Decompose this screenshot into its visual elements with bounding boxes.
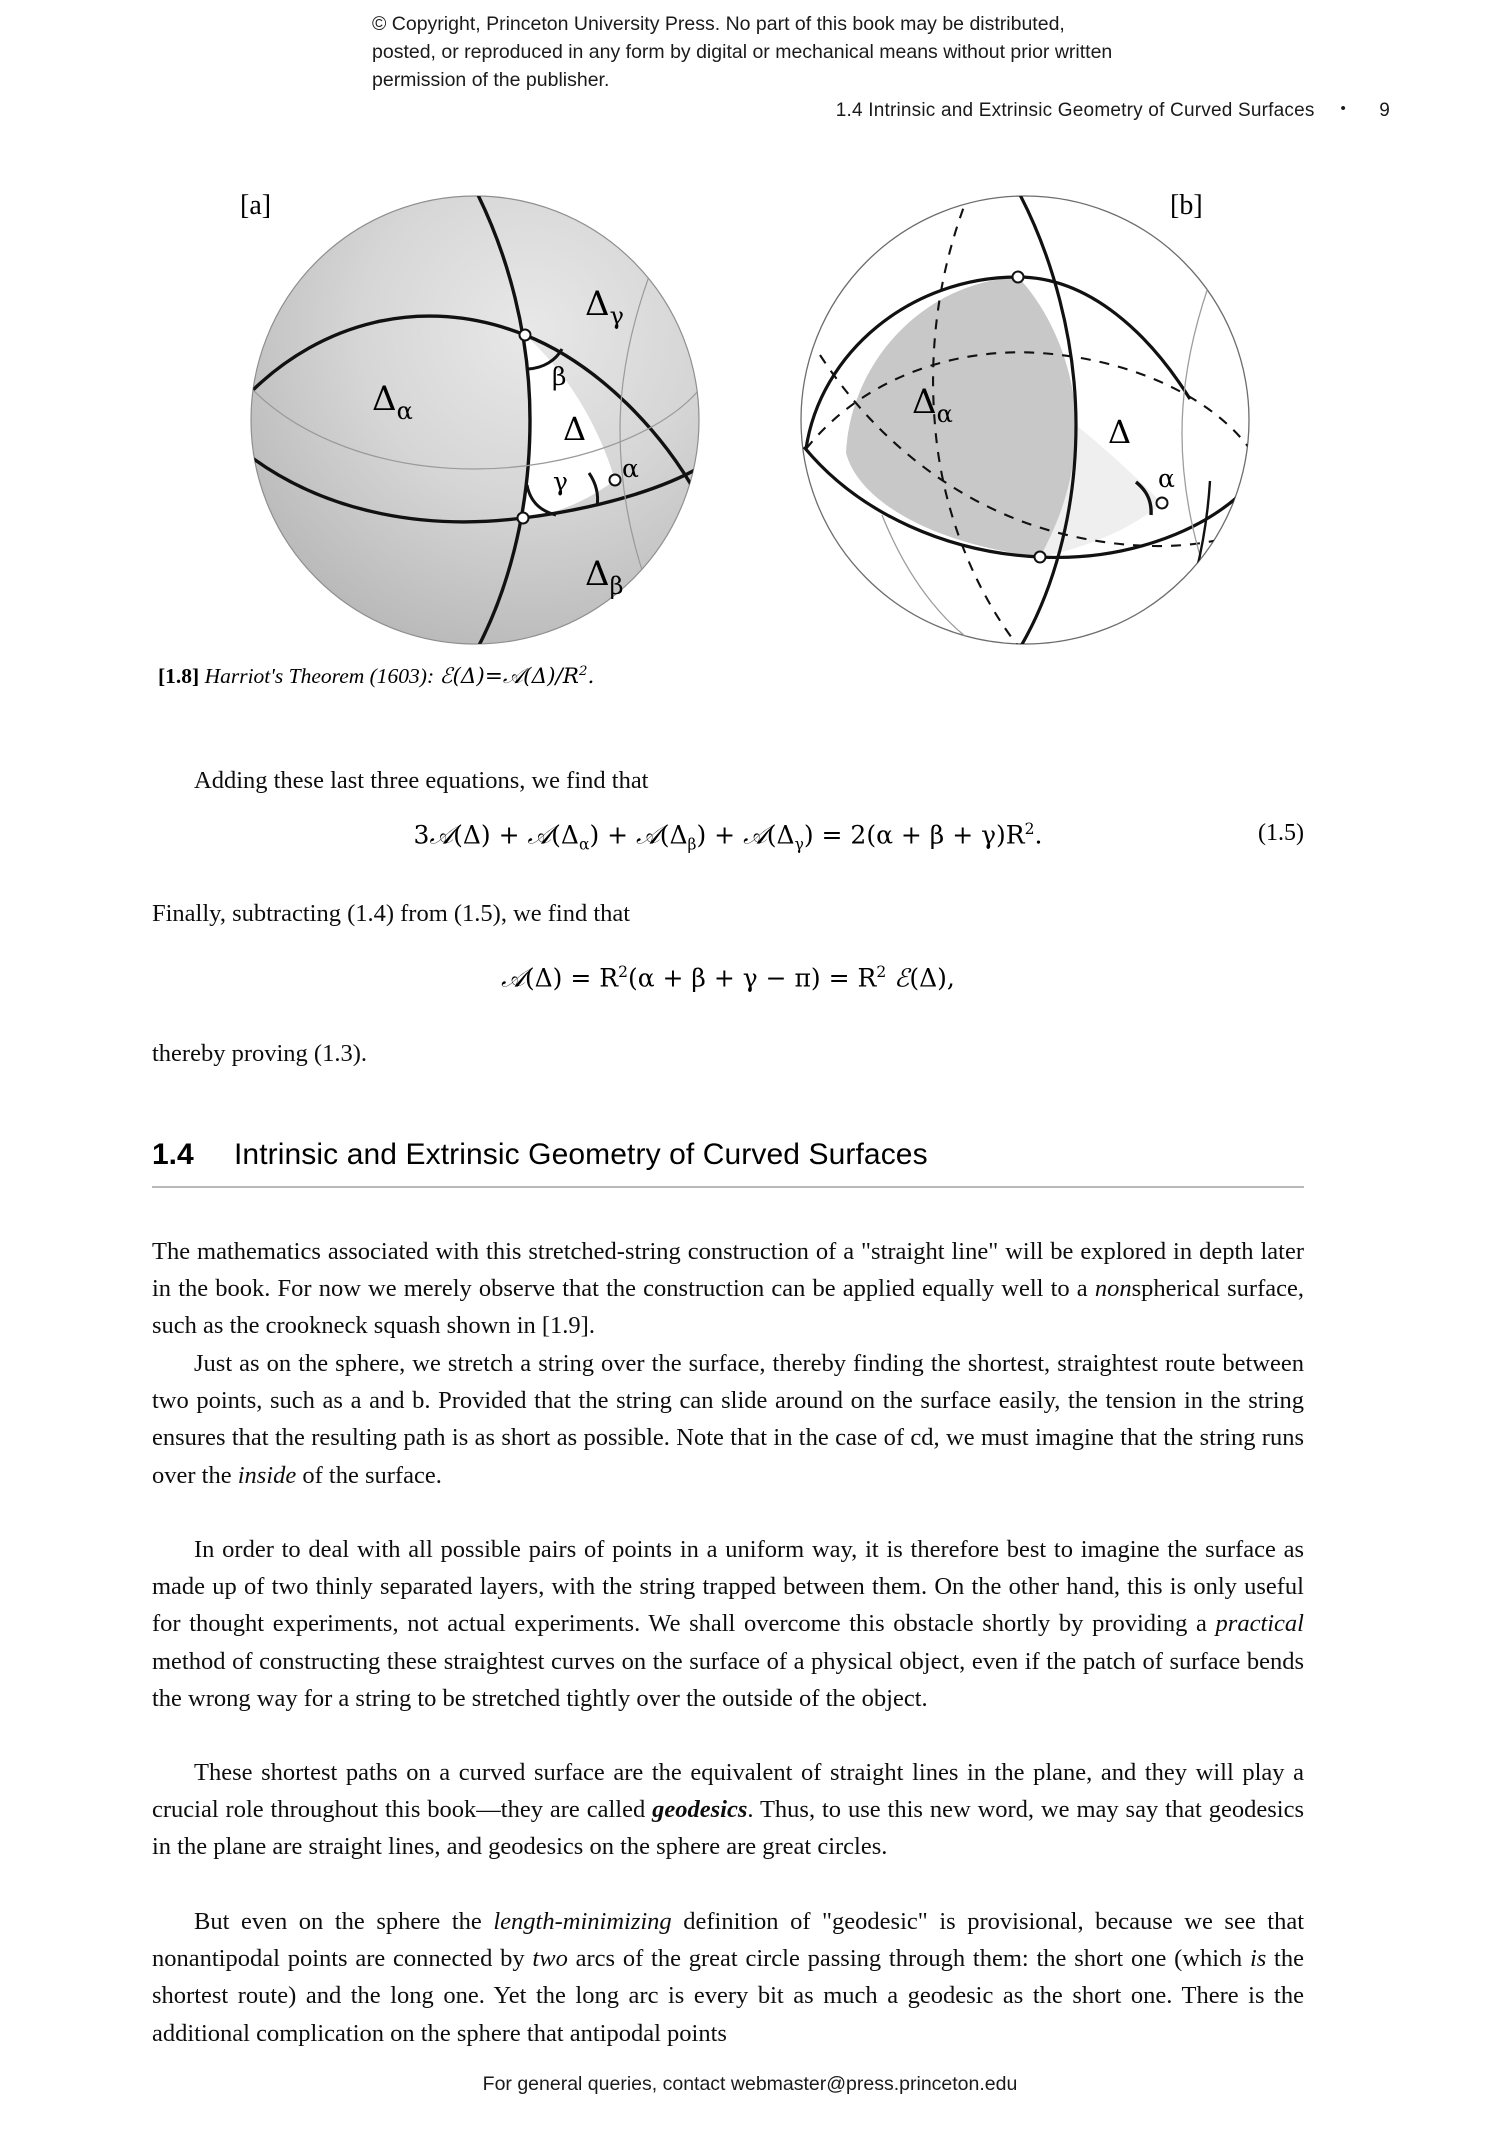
label-angle-alpha-a: α <box>622 454 639 483</box>
label-angle-gamma-a: γ <box>553 467 568 496</box>
figure-caption-formula: $ℰ(\Delta)=𝒜(\Delta)/R^2$. <box>439 664 595 690</box>
label-delta-beta-a: $\Delta_\beta$ <box>585 554 624 600</box>
caption-formula-numerator: 𝒜(Δ) <box>502 664 556 690</box>
caption-formula-period: . <box>587 664 595 690</box>
vertex-alpha-b <box>1157 498 1168 509</box>
vertex-alpha-a <box>610 475 621 486</box>
paragraph-2-part-1: Just as on the sphere, we stretch a string over the surface, thereby finding the shortest, straightest route between two points, such as a and b. Provided that the string can slide around on the surface easily, the tension in the string ensures that the resulting path is as short as possible. Note that in the case of cd, we must imagine that the string runs over the <box>152 1350 1304 1489</box>
caption-formula-eq: = <box>484 664 503 690</box>
running-head-title: 1.4 Intrinsic and Extrinsic Geometry of Curved Surfaces <box>835 100 1315 121</box>
section-divider <box>152 1186 1304 1188</box>
vertex-top-b <box>1013 272 1024 283</box>
paragraph-1-part-1: The mathematics associated with this stretched-string construction of a "straight line" will be explored in depth later in the book. For now we merely observe that the construction can be applied equally well to a <box>152 1238 1304 1303</box>
section-number: 1.4 <box>152 1138 194 1171</box>
figure-caption <box>158 658 594 691</box>
running-head <box>600 100 1390 122</box>
paragraph-4-part-1: These shortest paths on a curved surface are the equivalent of straight lines in the plane, and they will play a crucial role throughout this book—they are called <box>152 1759 1304 1824</box>
section-heading <box>152 1138 1304 1172</box>
figure-panel-b-label: [b] <box>1170 190 1203 221</box>
label-delta-alpha-b: $\Delta_\alpha$ <box>912 382 953 428</box>
figure-caption-text: Harriot's Theorem (1603): <box>204 664 435 689</box>
paragraph-2-italic: inside <box>237 1461 297 1489</box>
paragraph-3-part-2: method of constructing these straightest curves on the surface of a physical object, even if the patch of surface bends the wrong way for a string to be stretched tightly over the outside of the object. <box>152 1647 1304 1712</box>
paragraph-5-italic-1: length-minimizing <box>493 1908 672 1935</box>
paragraph-2 <box>152 1345 1304 1494</box>
label-delta-b: Δ <box>1108 413 1132 451</box>
equation-1-5-row <box>152 820 1304 853</box>
paragraph-3 <box>152 1531 1304 1717</box>
paragraph-1-part-2: spherical surface, such as the crookneck squash shown in [1.9]. <box>152 1275 1304 1340</box>
vertex-gamma-a <box>518 513 529 524</box>
closing-line: thereby proving (1.3). <box>152 1040 367 1067</box>
sphere-diagram-panel-a <box>240 185 710 655</box>
paragraph-5-part-1: But even on the sphere the <box>194 1908 494 1935</box>
paragraph-4-bold-italic: geodesics <box>652 1796 748 1824</box>
paragraph-3-italic: practical <box>1215 1610 1304 1638</box>
paragraph-4-part-2: . Thus, to use this new word, we may say that geodesics in the plane are straight lines, and geodesics on the sphere are great circles. <box>152 1796 1305 1861</box>
paragraph-5-part-2: definition of "geodesic" is provisional, because we see that nonantipodal points are connected by <box>152 1908 1305 1973</box>
footer-notice: For general queries, contact webmaster@press.princeton.edu <box>482 2073 1018 2095</box>
caption-formula-denominator: R <box>562 664 579 690</box>
page-number: 9 <box>1379 100 1390 121</box>
paragraph-4 <box>152 1754 1304 1866</box>
sphere-diagram-panel-b <box>790 185 1260 655</box>
paragraph-5-part-4: the shortest route) and the long one. Yet the long arc is every bit as much a geodesic as the short one. There is the additional complication on the sphere that antipodal points <box>152 1945 1304 2047</box>
paragraph-3-part-1: In order to deal with all possible pairs of points in a uniform way, it is therefore best to imagine the surface as made up of two thinly separated layers, with the string trapped between them. On the other hand, this is only useful for thought experiments, not actual experiments. We shall overcome this obstacle shortly by providing a <box>152 1536 1304 1638</box>
caption-formula-lhs: ℰ(Δ) <box>439 664 485 690</box>
paragraph-5 <box>152 1903 1304 2052</box>
label-delta-gamma-a: $\Delta_\gamma$ <box>585 284 624 330</box>
sphere-body-a <box>251 196 699 644</box>
equation-unnumbered-row <box>152 963 1304 993</box>
lead-in-line-2: Finally, subtracting (1.4) from (1.5), we find that <box>152 900 631 927</box>
figure-1-8 <box>150 175 1350 675</box>
label-delta-a: Δ <box>563 410 587 448</box>
paragraph-5-part-3: arcs of the great circle passing through them: the short one (which <box>567 1945 1250 1973</box>
copyright-notice: © Copyright, Princeton University Press. No part of this book may be distributed, posted, or reproduced in any form by digital or mechanical means without prior written permission of the publisher. <box>372 13 1113 91</box>
paragraph-1-italic: non <box>1094 1275 1132 1303</box>
figure-panel-a-label: [a] <box>240 190 272 221</box>
paragraph-1 <box>152 1233 1304 1345</box>
lead-in-line-1: Adding these last three equations, we find that <box>194 767 649 794</box>
paragraph-2-part-2: of the surface. <box>296 1461 442 1489</box>
label-angle-alpha-b: α <box>1158 464 1175 493</box>
label-angle-beta-a: β <box>552 362 567 391</box>
vertex-beta-a <box>520 330 531 341</box>
equation-1-5: 3𝒜(Δ) + $𝒜(\Delta_\alpha)$ + $𝒜(\Delta_\beta)$ + $𝒜(\Delta_\gamma) = 2(\alpha + \beta + \gamma)R^2$. <box>413 820 1043 854</box>
paragraph-5-italic-3: is <box>1249 1945 1267 1973</box>
label-delta-alpha-a: $\Delta_\alpha$ <box>372 379 413 425</box>
running-head-separator: • <box>1340 100 1346 117</box>
equation-1-5-tag: (1.5) <box>1258 820 1304 846</box>
equation-unnumbered: 𝒜(Δ) = $R^2(\alpha + \beta + \gamma - \pi) = R^2$ ℰ(Δ), <box>501 963 955 993</box>
figure-caption-number: [1.8] <box>158 664 200 689</box>
paragraph-5-italic-2: two <box>532 1945 568 1973</box>
section-title: Intrinsic and Extrinsic Geometry of Curved Surfaces <box>234 1138 928 1171</box>
vertex-bottom-b <box>1035 552 1046 563</box>
caption-formula-exponent: 2 <box>578 664 588 679</box>
